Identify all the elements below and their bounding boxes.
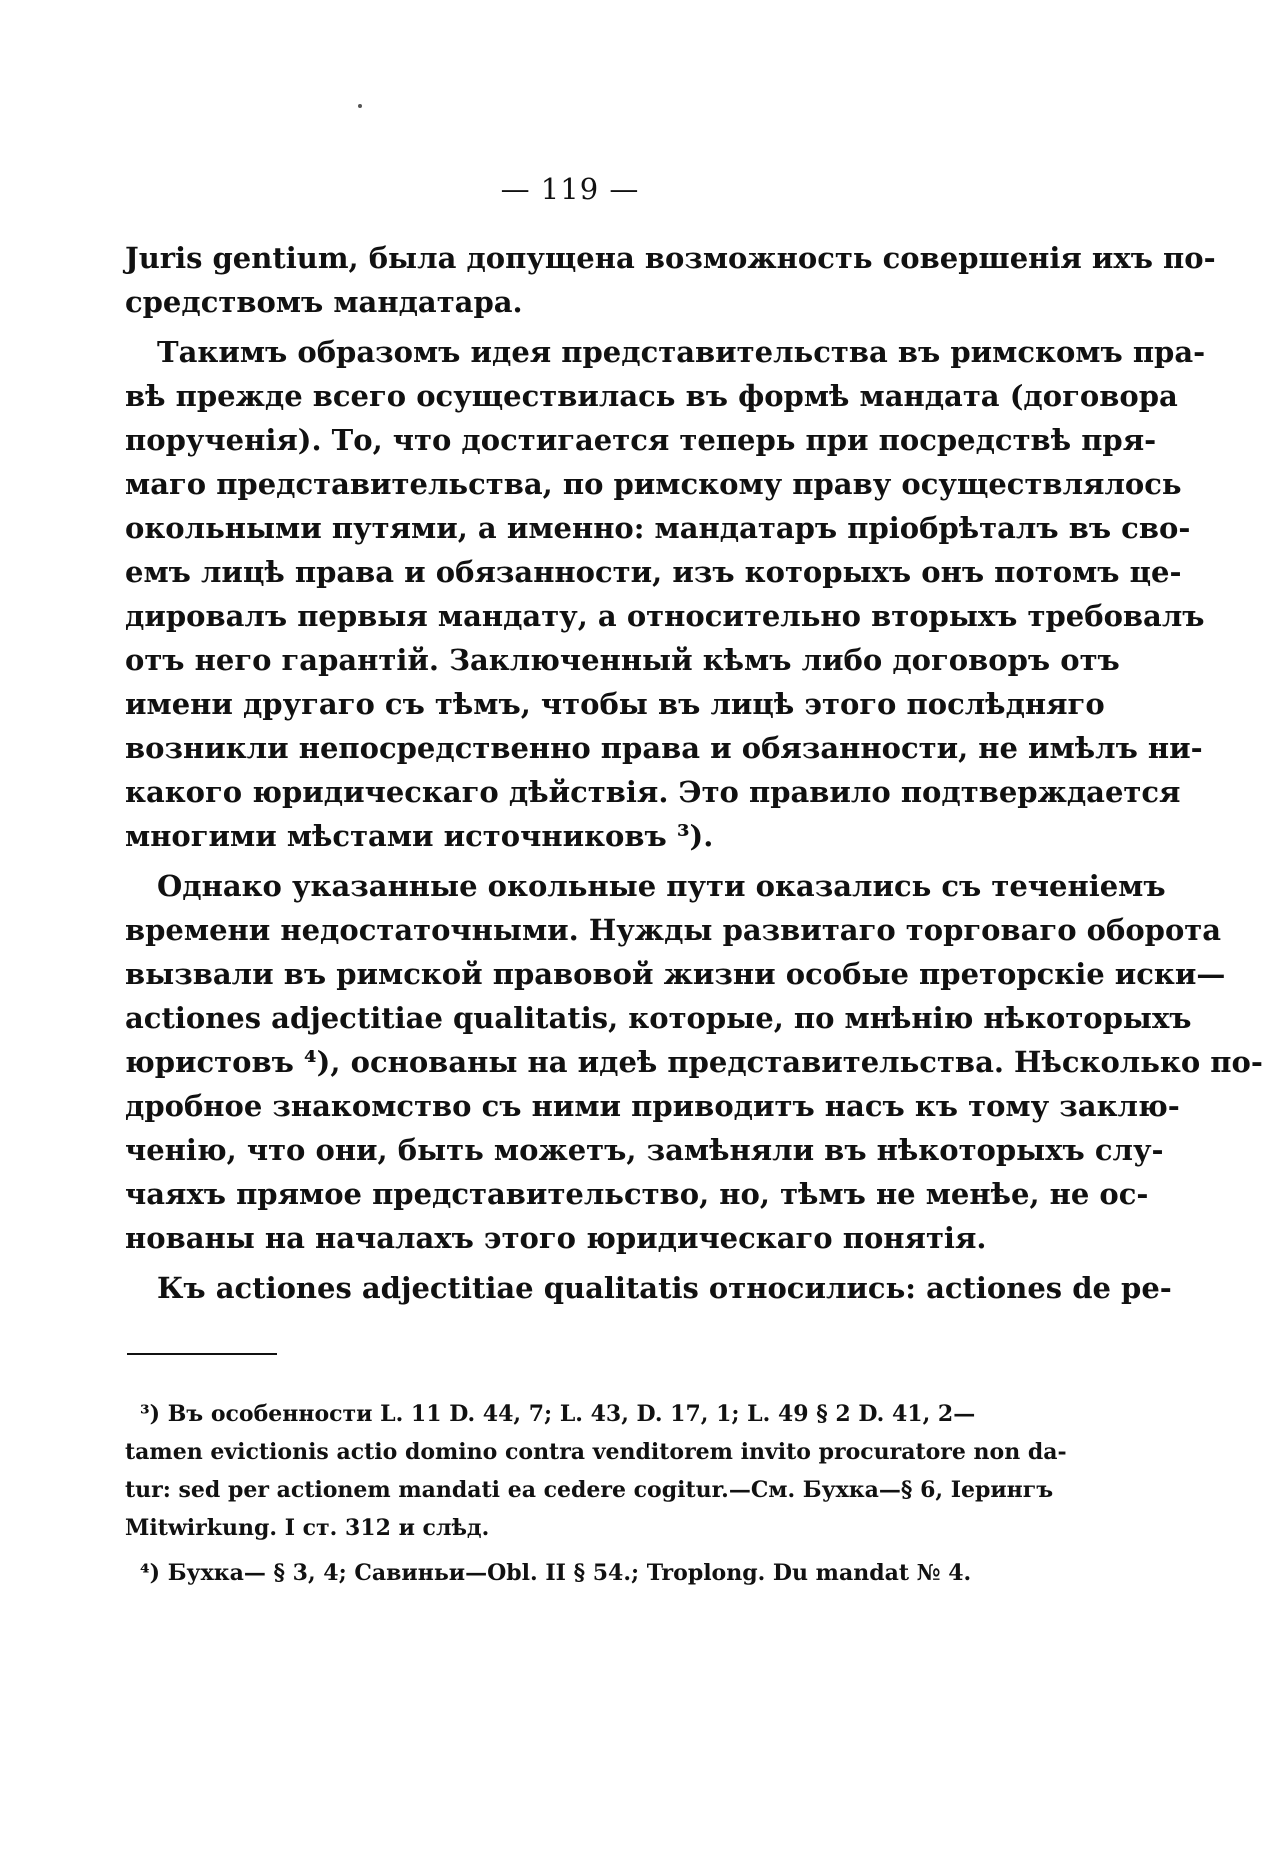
body-line: времени недостаточными. Нужды развитаго торговаго оборота <box>125 913 1222 947</box>
body-line: вызвали въ римской правовой жизни особые преторскіе иски— <box>125 957 1226 991</box>
paragraph-first-line: Къ actiones adjectitiae qualitatis относились: actiones de pe- <box>157 1271 1172 1305</box>
body-line: нованы на началахъ этого юридическаго понятія. <box>125 1221 987 1255</box>
body-line: юристовъ ⁴), основаны на идеѣ представительства. Нѣсколько по- <box>125 1045 1263 1079</box>
body-line: дробное знакомство съ ними приводитъ насъ къ тому заклю- <box>125 1089 1180 1123</box>
body-line: какого юридическаго дѣйствія. Это правило подтверждается <box>125 775 1181 809</box>
body-line: отъ него гарантій. Заключенный кѣмъ либо договоръ отъ <box>125 643 1120 677</box>
print-speck <box>358 104 362 108</box>
body-line: средствомъ мандатара. <box>125 285 523 319</box>
body-line: возникли непосредственно права и обязанности, не имѣлъ ни- <box>125 731 1203 765</box>
footnote-4: ⁴) Бухка— § 3, 4; Савиньи—Obl. II § 54.; Troplong. Du mandat № 4. <box>140 1560 972 1586</box>
paragraph-first-line: Однако указанные окольные пути оказались съ теченіемъ <box>157 869 1166 903</box>
footnote-rule <box>127 1353 277 1355</box>
footnote-3: ³) Въ особенности L. 11 D. 44, 7; L. 43, D. 17, 1; L. 49 § 2 D. 41, 2— <box>140 1401 976 1427</box>
body-line: порученія). То, что достигается теперь при посредствѣ пря- <box>125 423 1157 457</box>
body-line: actiones adjectitiae qualitatis, которые, по мнѣнію нѣкоторыхъ <box>125 1001 1192 1035</box>
body-line: вѣ прежде всего осуществилась въ формѣ мандата (договора <box>125 379 1178 413</box>
body-line: ченію, что они, быть можетъ, замѣняли въ нѣкоторыхъ слу- <box>125 1133 1164 1167</box>
body-line: чаяхъ прямое представительство, но, тѣмъ не менѣе, не ос- <box>125 1177 1149 1211</box>
footnote-line: tamen evictionis actio domino contra venditorem invito procuratore non da- <box>125 1439 1067 1465</box>
footnote-line: Mitwirkung. I ст. 312 и слѣд. <box>125 1515 490 1541</box>
body-line: емъ лицѣ права и обязанности, изъ которыхъ онъ потомъ це- <box>125 555 1182 589</box>
body-line: дировалъ первыя мандату, а относительно вторыхъ требовалъ <box>125 599 1205 633</box>
page-number: — 119 — <box>500 172 640 206</box>
footnote-line: tur: sed per actionem mandati ea cedere cogitur.—См. Бухка—§ 6, Іерингъ <box>125 1477 1054 1503</box>
body-line: имени другаго съ тѣмъ, чтобы въ лицѣ этого послѣдняго <box>125 687 1105 721</box>
body-line: окольными путями, а именно: мандатаръ пріобрѣталъ въ сво- <box>125 511 1191 545</box>
body-line: маго представительства, по римскому праву осуществлялось <box>125 467 1182 501</box>
paragraph-first-line: Такимъ образомъ идея представительства въ римскомъ пра- <box>157 335 1206 369</box>
body-line: Juris gentium, была допущена возможность совершенія ихъ по- <box>125 241 1216 275</box>
body-line: многими мѣстами источниковъ ³). <box>125 819 714 853</box>
